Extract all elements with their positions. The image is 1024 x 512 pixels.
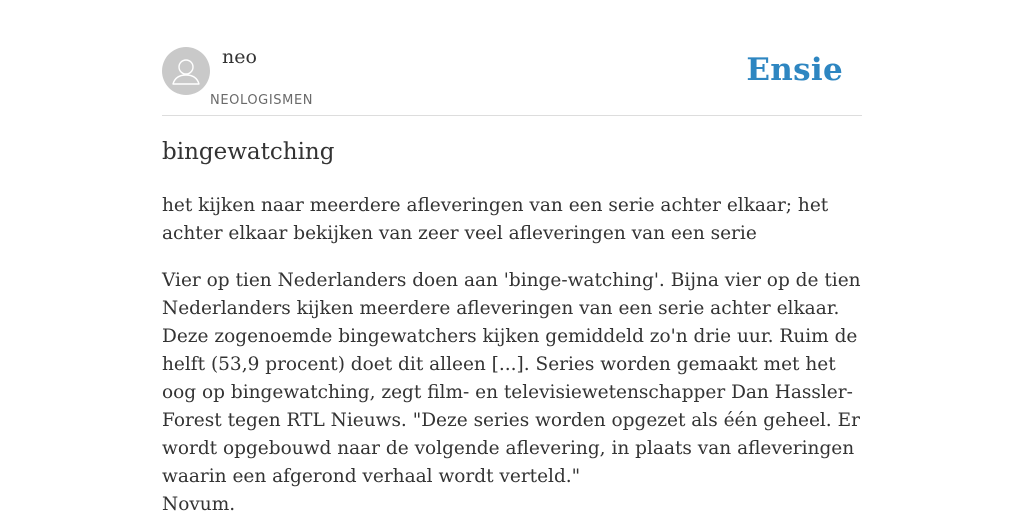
header-divider xyxy=(162,115,862,116)
category-label[interactable]: NEOLOGISMEN xyxy=(210,93,314,108)
entry-definition: het kijken naar meerdere afleveringen van een serie achter elkaar; het achter elkaar bekijken van zeer veel afleveringen van een serie xyxy=(162,195,829,244)
author-avatar[interactable] xyxy=(162,47,210,95)
author-name-link[interactable]: neo xyxy=(222,46,257,68)
ensie-logo[interactable]: Ensie xyxy=(746,52,843,88)
entry-example: Vier op tien Nederlanders doen aan 'binge-watching'. Bijna vier op de tien Nederlanders kijken meerdere afleveringen van een serie achter elkaar. Deze zogenoemde bingewatchers kijken gemiddeld zo'n drie uur. Ruim de helft (53,9 procent) doet dit alleen [...]. Series worden gemaakt met het oog op bingewatching, zegt film- en televisiewetenschapper Dan Hassler-Forest tegen RTL Nieuws. "Deze series worden opgezet als één geheel. Er wordt opgebouwd naar de volgende aflevering, in plaats van afleveringen waarin een afgerond verhaal wordt verteld." xyxy=(162,270,861,487)
user-silhouette-icon xyxy=(162,47,210,95)
entry-headword: bingewatching xyxy=(162,139,335,165)
entry-source: Novum. xyxy=(162,494,236,512)
